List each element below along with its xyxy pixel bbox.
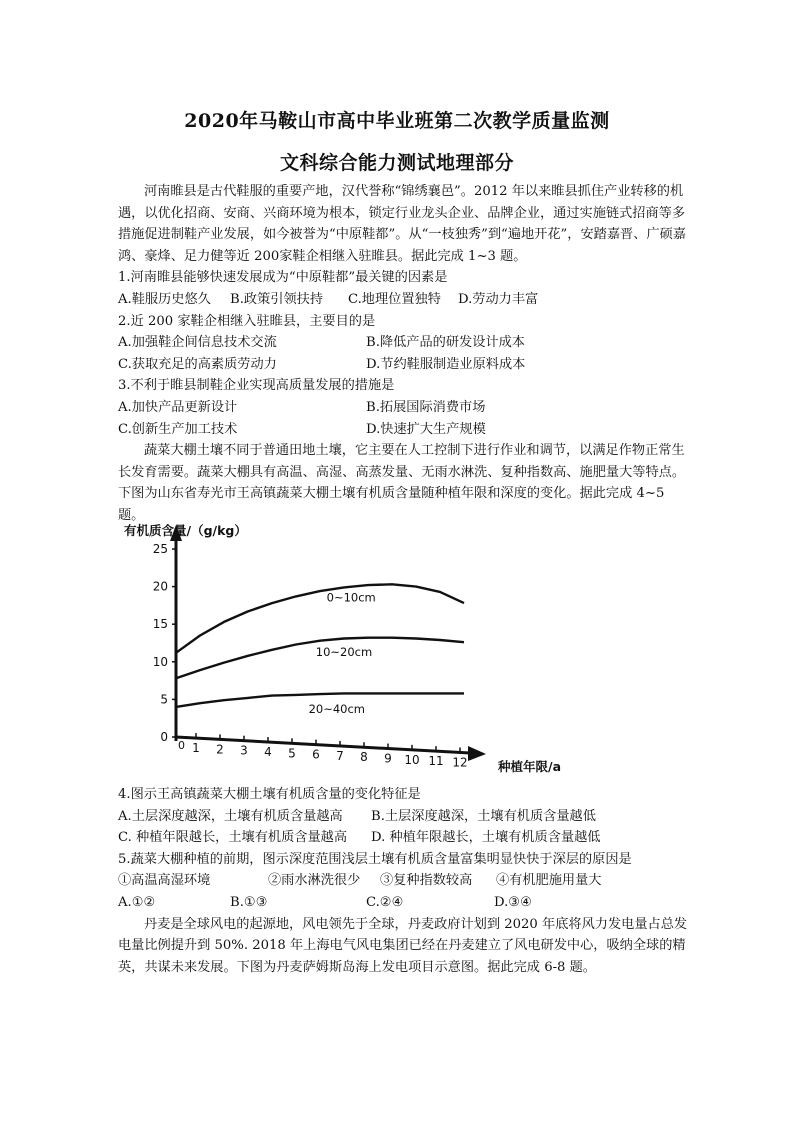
q1-option-c: C.地理位置独特 xyxy=(348,291,441,307)
x-tick-label: 10 xyxy=(404,752,420,767)
y-tick-label: 20 xyxy=(152,579,168,594)
passage-3: 丹麦是全球风电的起源地，风电领先于全球，丹麦政府计划到 2020 年底将风力发电量占总发电量比例提升到 50%. 2018 年上海电气风电集团已经在丹麦建立了风电研发中心，吸纳全球的精英，共谋未来发展。下图为丹麦萨姆斯岛海上发电项目示意图。据此完成 6-8 题。 xyxy=(118,916,688,975)
x-tick-label: 4 xyxy=(264,745,272,760)
q5-option-c: C.②④ xyxy=(366,894,404,910)
q2-option-c: C.获取充足的高素质劳动力 xyxy=(118,356,277,372)
question-2-options-ab xyxy=(118,332,690,354)
x-tick-label: 11 xyxy=(428,754,444,769)
questions-4-5-block xyxy=(118,784,690,978)
question-1-options xyxy=(118,289,690,311)
q5-option-a: A.①② xyxy=(118,894,156,910)
q3-option-d: D.快速扩大生产规模 xyxy=(366,421,486,437)
chart-ticks xyxy=(153,542,468,769)
q4-option-c: C. 种植年限越长，土壤有机质含量越高 xyxy=(118,830,348,846)
question-5-items xyxy=(118,870,690,892)
document-title: 2020年马鞍山市高中毕业班第二次教学质量监测 xyxy=(184,110,610,132)
q5-option-d: D.③④ xyxy=(494,894,532,910)
question-5-stem: 5.蔬菜大棚种植的前期，图示深度范围浅层土壤有机质含量富集明显快快于深层的原因是 xyxy=(118,851,632,867)
x-tick-label: 5 xyxy=(288,746,296,761)
x-tick-label: 7 xyxy=(336,748,344,763)
y-tick-label: 15 xyxy=(152,617,168,632)
organic-matter-chart xyxy=(118,519,598,777)
q1-option-a: A.鞋服历史悠久 xyxy=(118,291,211,307)
question-4-options-ab xyxy=(118,806,690,828)
x-tick-label: 1 xyxy=(192,741,200,756)
series-label-2: 10~20cm xyxy=(315,644,373,659)
q1-option-b: B.政策引领扶持 xyxy=(230,291,324,307)
passage-1: 河南睢县是古代鞋服的重要产地，汉代誉称“锦绣襄邑”。2012 年以来睢县抓住产业转移的机遇，以优化招商、安商、兴商环境为根本，锁定行业龙头企业、品牌企业，通过实施链式招商等多措施促进制鞋产业发展，如今被誉为“中原鞋都”。从“一枝独秀”到“遍地开花”，安踏嘉晋、广硕嘉鸿、豪烽、足力健等近 200家鞋企相继入驻睢县。据此完成 1~3 题。 xyxy=(118,184,686,264)
question-2-stem: 2.近 200 家鞋企相继入驻睢县，主要目的是 xyxy=(118,313,376,329)
series-label-3: 20~40cm xyxy=(308,701,366,716)
question-2-options-cd xyxy=(118,354,690,376)
series-label-1: 0~10cm xyxy=(326,590,376,605)
y-tick-label: 5 xyxy=(160,692,168,707)
q4-option-b: B.土层深度越深，土壤有机质含量越低 xyxy=(371,808,596,824)
x-tick-label: 2 xyxy=(216,742,224,757)
q3-option-a: A.加快产品更新设计 xyxy=(118,399,238,415)
y-tick-label: 10 xyxy=(152,654,168,669)
x-axis-arrow xyxy=(468,746,486,761)
x-tick-label: 8 xyxy=(360,750,368,765)
q5-option-b: B.①③ xyxy=(230,894,268,910)
x-tick-label: 12 xyxy=(452,755,468,770)
y-axis-title: 有机质含量/（g/kg） xyxy=(124,523,247,538)
question-5-options xyxy=(118,892,690,914)
q4-option-a: A.土层深度越深，土壤有机质含量越高 xyxy=(118,808,343,824)
q2-option-d: D.节约鞋服制造业原料成本 xyxy=(366,356,526,372)
q4-option-d: D. 种植年限越长，土壤有机质含量越低 xyxy=(371,830,601,846)
series-line-1 xyxy=(176,584,464,653)
passage-1-block xyxy=(118,181,690,527)
question-3-options-ab xyxy=(118,397,690,419)
x-tick-label: 6 xyxy=(312,747,320,762)
x-origin-label: 0 xyxy=(178,739,185,752)
question-3-options-cd xyxy=(118,419,690,441)
q5-item-3: ③复种指数较高 xyxy=(380,873,473,889)
q5-item-4: ④有机肥施用量大 xyxy=(496,873,602,889)
x-tick-label: 9 xyxy=(384,751,392,766)
x-tick-label: 3 xyxy=(240,743,248,758)
question-4-stem: 4.图示王高镇蔬菜大棚土壤有机质含量的变化特征是 xyxy=(118,787,421,802)
q2-option-b: B.降低产品的研发设计成本 xyxy=(366,335,525,351)
q1-option-d: D.劳动力丰富 xyxy=(458,291,539,307)
passage-2: 蔬菜大棚土壤不同于普通田地土壤，它主要在人工控制下进行作业和调节，以满足作物正常生长发育需要。蔬菜大棚具有高温、高湿、高蒸发量、无雨水淋洗、复种指数高、施肥量大等特点。下图为山东省寿光市王高镇蔬菜大棚土壤有机质含量随种植年限和深度的变化。据此完成 4~5 题。 xyxy=(118,443,686,523)
question-1-stem: 1.河南睢县能够快速发展成为“中原鞋都”最关键的因素是 xyxy=(118,270,448,286)
q3-option-b: B.拓展国际消费市场 xyxy=(366,399,486,415)
x-axis-title: 种植年限/a xyxy=(498,759,562,774)
q5-item-2: ②雨水淋洗很少 xyxy=(268,873,361,889)
q3-option-c: C.创新生产加工技术 xyxy=(118,421,238,437)
q2-option-a: A.加强鞋企间信息技术交流 xyxy=(118,335,277,351)
chart-axes xyxy=(170,525,486,761)
question-4-options-cd xyxy=(118,827,690,849)
document-subtitle: 文科综合能力测试地理部分 xyxy=(279,152,514,174)
y-tick-label: 0 xyxy=(160,730,168,744)
question-3-stem: 3.不利于睢县制鞋企业实现高质量发展的措施是 xyxy=(118,378,395,394)
q5-item-1: ①高温高湿环境 xyxy=(118,873,211,889)
y-tick-label: 25 xyxy=(152,542,168,556)
